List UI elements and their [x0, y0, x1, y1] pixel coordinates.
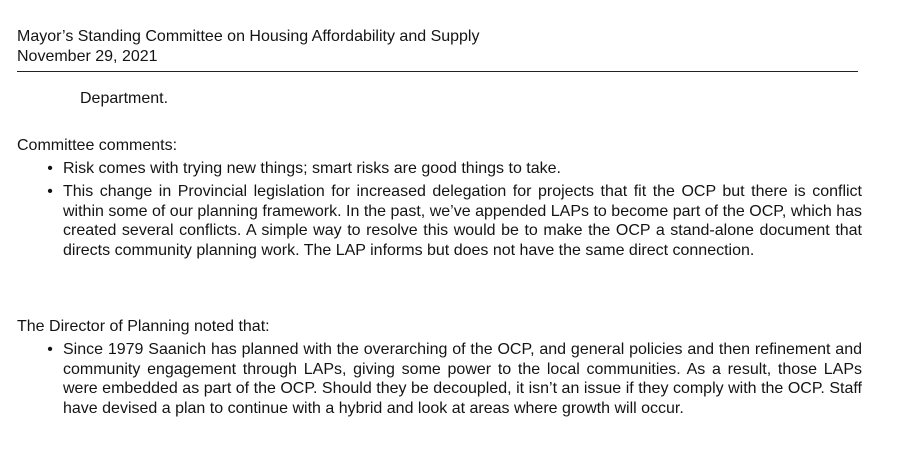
header-title: Mayor’s Standing Committee on Housing Affordability and Supply: [17, 28, 480, 45]
continuation-text: Department.: [80, 90, 169, 107]
bullet-text: Since 1979 Saanich has planned with the overarching of the OCP, and general policies and then refinement and community engagement through LAPs, giving some power to the local communities. As a result, those LAPs were embedded as part of the OCP. Should they be decoupled, it isn’t an issue if they comply with the OCP. Staff have devised a plan to continue with a hybrid and look at areas where growth will occur.: [63, 341, 862, 417]
bullet-icon: •: [47, 160, 53, 177]
list-item: [17, 182, 862, 260]
list-item: [17, 159, 862, 178]
list-item: [17, 340, 862, 418]
committee-comments-heading: Committee comments:: [17, 137, 178, 154]
page-header: [17, 27, 857, 67]
bullet-text: Risk comes with trying new things; smart risks are good things to take.: [63, 160, 561, 177]
director-notes-section: [17, 317, 862, 418]
director-notes-heading: The Director of Planning noted that:: [17, 318, 270, 335]
committee-comments-section: [17, 136, 862, 260]
bullet-icon: •: [47, 183, 53, 200]
director-notes-list: [17, 340, 862, 418]
bullet-icon: •: [47, 341, 53, 358]
bullet-text: This change in Provincial legislation for increased delegation for projects that fit the OCP but there is conflict within some of our planning framework. In the past, we’ve appended LAPs to become part of the OCP, which has created several conflicts. A simple way to resolve this would be to make the OCP a stand-alone document that directs community planning work. The LAP informs but does not have the same direct connection.: [63, 183, 862, 259]
header-date: November 29, 2021: [17, 48, 158, 65]
committee-comments-list: [17, 159, 862, 260]
header-divider: [17, 71, 858, 72]
